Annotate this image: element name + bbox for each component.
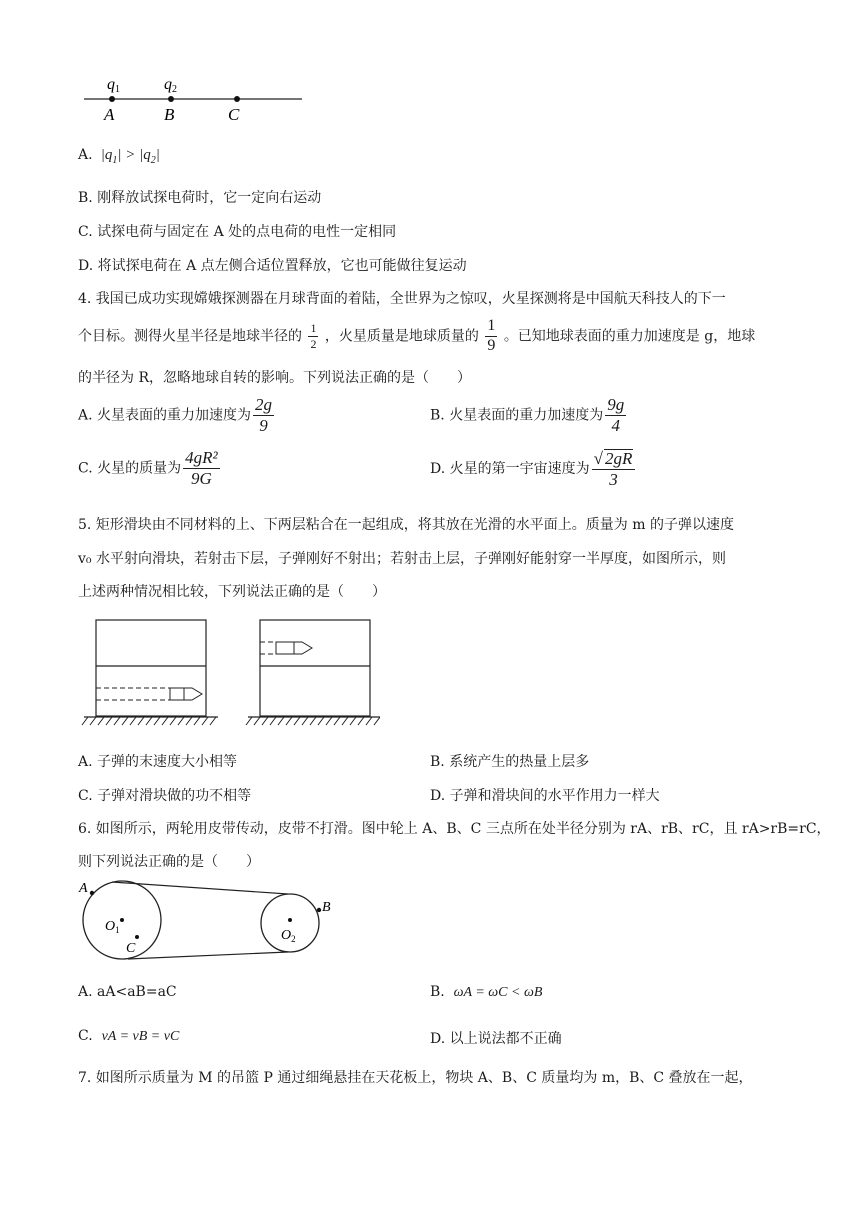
q5-stem-3: 上述两种情况相比较，下列说法正确的是（ ） (78, 584, 386, 600)
q4-stem-1: 4. 我国已成功实现嫦娥探测器在月球背面的着陆，全世界为之惊叹，火星探测将是中国航天科技人的下一 (78, 291, 726, 307)
point-b (317, 908, 321, 912)
svg-text:C: C (126, 941, 136, 956)
q6-stem-2: 则下列说法正确的是（ ） (78, 854, 260, 870)
small-wheel (261, 894, 319, 952)
block-upper-shot (248, 620, 380, 717)
charges-figure (78, 74, 308, 126)
option-a-math: $|q_1| > |q_2|$ (97, 147, 160, 166)
q6-option-d: D. 以上说法都不正确 (430, 1031, 562, 1047)
q7-stem-1: 7. 如图所示质量为 M 的吊篮 P 通过细绳悬挂在天花板上，物块 A、B、C 质量均为 m，B、C 叠放在一起， (78, 1070, 753, 1086)
q5-option-a: A. 子弹的末速度大小相等 (78, 754, 238, 770)
q3-option-b: B. 刚释放试探电荷时，它一定向右运动 (78, 190, 322, 206)
q3-option-a: A. $|q_1| > |q_2|$ (78, 147, 160, 166)
belt-drive-figure (76, 876, 346, 966)
q5-option-b: B. 系统产生的热量上层多 (430, 754, 590, 770)
q4-option-a: A. 火星表面的重力加速度为 $\frac{2g}{9}$ (78, 395, 273, 435)
belt-top (112, 882, 288, 894)
svg-text:O2: $O_2$ (281, 928, 296, 944)
label-q1: q1 (107, 76, 120, 95)
q6-stem-1: 6. 如图所示，两轮用皮带传动，皮带不打滑。图中轮上 A、B、C 三点所在处半径分别为 rA、rB、rC，且 rA>rB=rC， (78, 821, 831, 837)
point-a (109, 96, 115, 102)
q6-option-a: A. aA<aB=aC (78, 984, 177, 1000)
belt-bottom (128, 952, 288, 959)
svg-text:A: A (79, 881, 88, 896)
point-c (135, 935, 139, 939)
block-lower-shot (84, 620, 218, 717)
label-a: A (104, 105, 115, 124)
q4-stem-3: 的半径为 R，忽略地球自转的影响。下列说法正确的是（ ） (78, 370, 471, 386)
q3-option-d: D. 将试探电荷在 A 点左侧合适位置释放，它也可能做往复运动 (78, 258, 467, 274)
label-b: B (164, 105, 175, 124)
svg-text:B: B (322, 900, 331, 915)
fraction-one-half: $\frac{1}{2}$ (310, 321, 317, 351)
q5-stem-1: 5. 矩形滑块由不同材料的上、下两层粘合在一起组成，将其放在光滑的水平面上。质量为 m 的子弹以速度 (78, 517, 734, 533)
point-o2 (288, 918, 292, 922)
fraction-one-ninth: $\frac{1}{9}$ (487, 317, 496, 354)
ground-hatching (82, 717, 380, 725)
q5-option-d: D. 子弹和滑块间的水平作用力一样大 (430, 788, 660, 804)
q5-option-c: C. 子弹对滑块做的功不相等 (78, 788, 252, 804)
point-b (168, 96, 174, 102)
q6-option-b: B. ωA = ωC < ωB (430, 984, 543, 1000)
q4-option-b: B. 火星表面的重力加速度为 $\frac{9g}{4}$ (430, 395, 625, 435)
point-o1 (120, 918, 124, 922)
point-c (234, 96, 240, 102)
q6-option-c: C. vA = vB = vC (78, 1028, 180, 1044)
q4-option-c: C. 火星的质量为 $\frac{\text{4gR²}}{9G}$ (78, 448, 218, 488)
q4-option-d: D. 火星的第一宇宙速度为 $\frac{√ 2gR}{3}$ (430, 449, 637, 489)
block-bullet-figure (80, 614, 380, 734)
q3-option-c: C. 试探电荷与固定在 A 处的点电荷的电性一定相同 (78, 224, 397, 240)
label-c: C (228, 105, 240, 124)
label-q2: q2 (164, 76, 177, 95)
q5-stem-2: v₀ 水平射向滑块，若射击下层，子弹刚好不射出；若射击上层，子弹刚好能射穿一半厚度，如图所示，则 (78, 551, 726, 567)
svg-text:O1: $O_1$ (105, 919, 120, 935)
point-a (90, 891, 94, 895)
q4-stem-2: 个目标。测得火星半径是地球半径的 $\frac{1}{2}$ ，火星质量是地球质量的 $\frac{1}{9}$ 。已知地球表面的重力加速度是 g，地球 (78, 317, 756, 354)
